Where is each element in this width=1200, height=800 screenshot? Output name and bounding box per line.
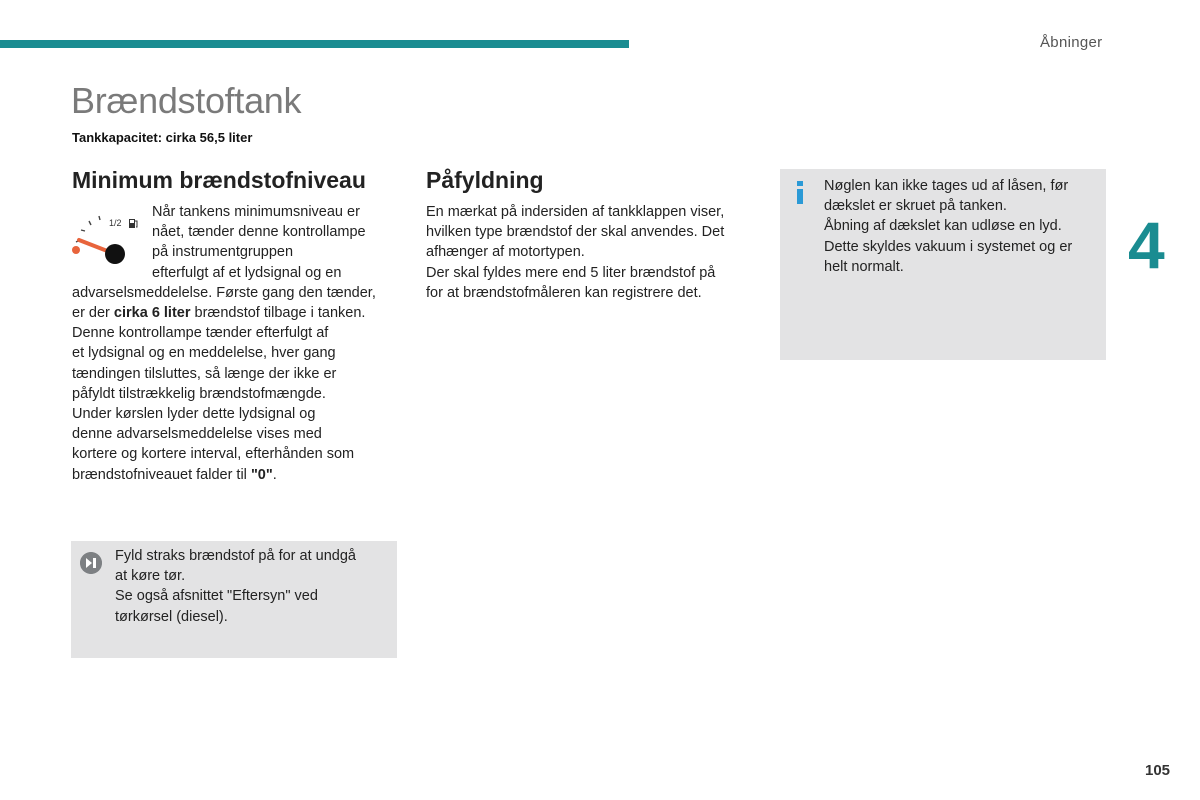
- warning-box: [71, 541, 397, 658]
- text-line: [72, 465, 402, 485]
- filling-text: [426, 202, 756, 303]
- text-line: helt normalt.: [824, 258, 904, 275]
- text-line: tørkørsel (diesel).: [115, 608, 228, 625]
- gauge-half-label: 1/2: [109, 218, 122, 228]
- text-line: [72, 303, 402, 323]
- text-line: at køre tør.: [115, 568, 186, 585]
- chapter-number: 4: [1128, 208, 1165, 282]
- text-line: Nøglen kan ikke tages ud af låsen, før: [824, 178, 1069, 194]
- text-line: advarselsmeddelelse. Første gang den tænder,: [72, 284, 376, 301]
- text-run: er der: [72, 305, 114, 322]
- text-line: kortere og kortere interval, efterhånden som: [72, 446, 355, 463]
- text-line: efterfulgt af et lydsignal og en: [152, 264, 342, 281]
- info-text: [824, 176, 1099, 277]
- page-title: Brændstoftank: [71, 80, 302, 121]
- text-line: for at brændstofmåleren kan registrere det.: [426, 284, 702, 301]
- text-line: afhænger af motortypen.: [426, 244, 585, 261]
- text-line: tændingen tilsluttes, så længe der ikke er: [72, 365, 337, 382]
- text-line: Denne kontrollampe tænder efterfulgt af: [72, 325, 329, 342]
- warning-text: [115, 546, 390, 627]
- section-name: Åbninger: [1040, 34, 1103, 51]
- text-line: hvilken type brændstof der skal anvendes. Det: [426, 224, 725, 241]
- text-line: denne advarselsmeddelelse vises med: [72, 426, 322, 443]
- text-run: .: [272, 466, 277, 483]
- text-line: dækslet er skruet på tanken.: [824, 198, 1007, 215]
- minimum-text: [72, 202, 402, 485]
- text-line: Se også afsnittet "Eftersyn" ved: [115, 588, 318, 605]
- bold-run: cirka 6 liter: [113, 305, 191, 322]
- top-accent-bar: [0, 40, 629, 48]
- page-number: 105: [1145, 762, 1171, 779]
- text-line: Under kørslen lyder dette lydsignal og: [72, 406, 316, 423]
- text-line: Dette skyldes vakuum i systemet og er: [824, 238, 1073, 255]
- text-line: nået, tænder denne kontrollampe: [152, 224, 366, 241]
- text-line: Når tankens minimumsniveau er: [152, 204, 360, 220]
- skip-forward-icon: [80, 552, 102, 574]
- text-run: brændstof tilbage i tanken.: [190, 305, 366, 322]
- text-line: et lydsignal og en meddelelse, hver gang: [72, 345, 336, 362]
- text-line: Fyld straks brændstof på for at undgå: [115, 548, 356, 564]
- text-run: brændstofniveauet falder til: [72, 466, 251, 483]
- text-line: En mærkat på indersiden af tankklappen viser,: [426, 204, 725, 220]
- text-line: Åbning af dækslet kan udløse en lyd.: [824, 218, 1062, 235]
- text-line: Der skal fyldes mere end 5 liter brændstof på: [426, 264, 716, 281]
- tank-capacity: Tankkapacitet: cirka 56,5 liter: [72, 130, 253, 145]
- info-box: [780, 169, 1106, 360]
- filling-heading: Påfyldning: [426, 167, 544, 193]
- minimum-heading: Minimum brændstofniveau: [72, 167, 366, 193]
- info-icon: [794, 179, 806, 205]
- text-line: på instrumentgruppen: [152, 244, 294, 261]
- bold-run: "0": [250, 466, 273, 483]
- text-line: påfyldt tilstrækkelig brændstofmængde.: [72, 385, 326, 402]
